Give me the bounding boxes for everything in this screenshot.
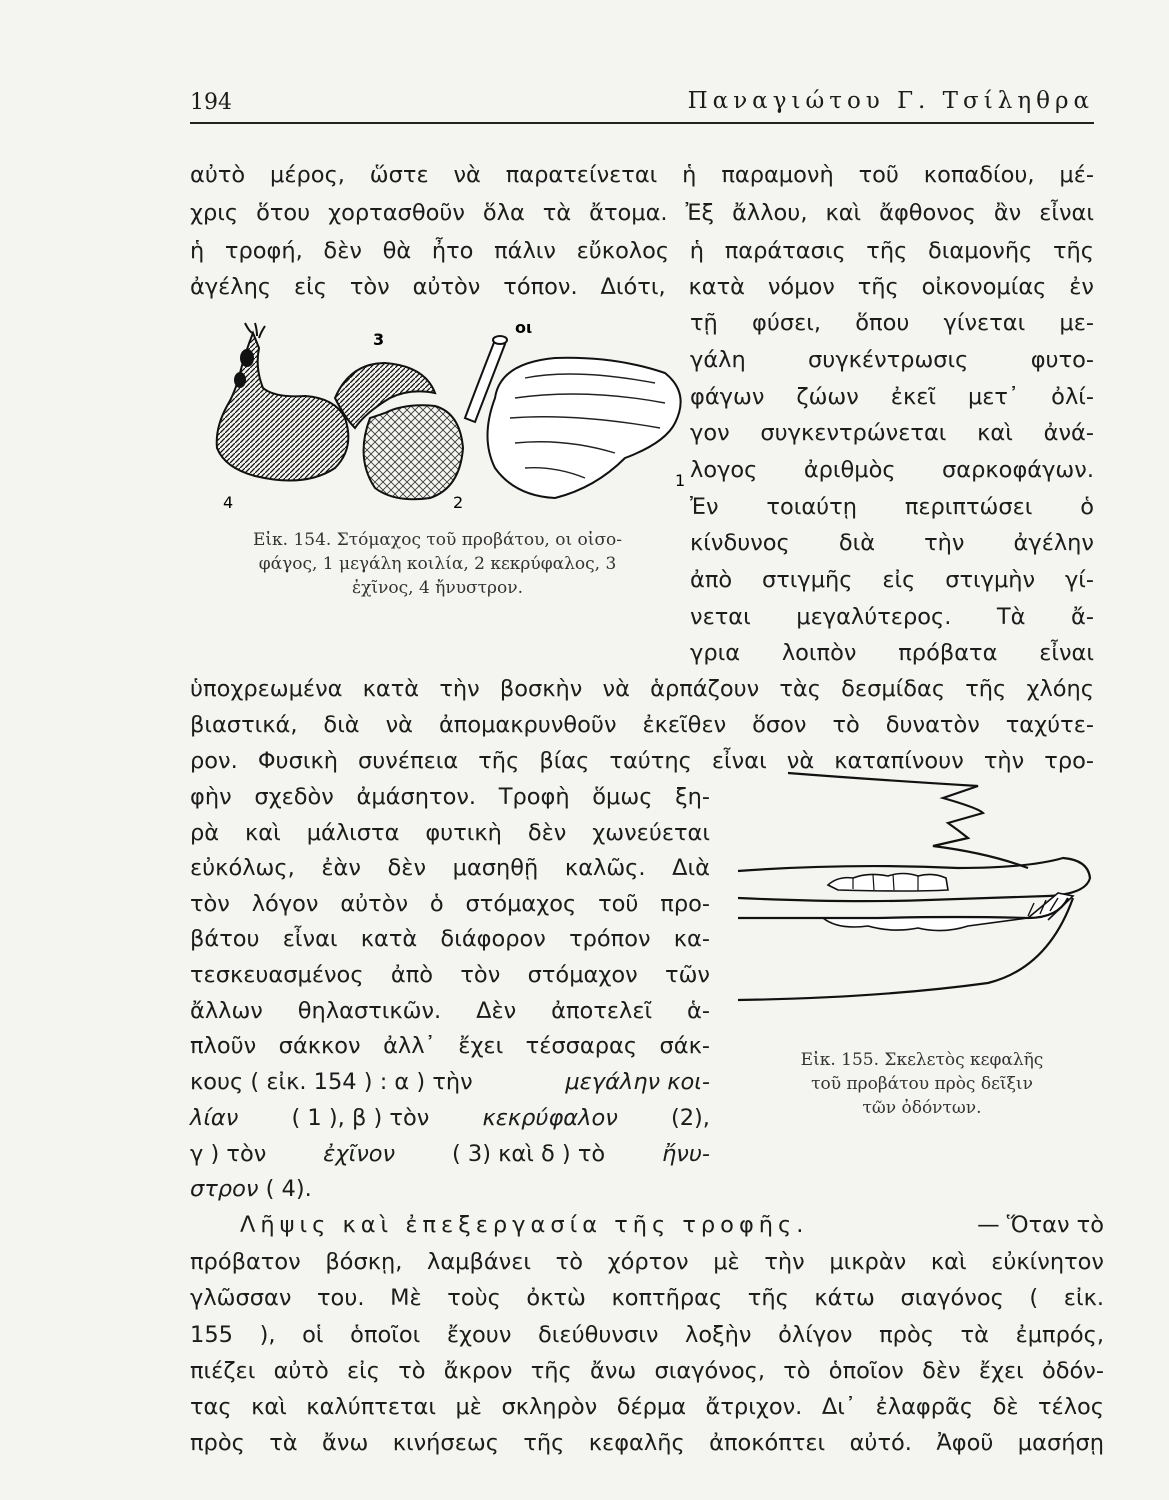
text-line: ἀγέλης εἰς τὸν αὐτὸν τόπον. Διότι, κατὰ νόμον τῆς οἰκονομίας ἐν [190, 274, 1094, 300]
text-line: τὸν λόγον αὐτὸν ὁ στόμαχος τοῦ προ- [190, 891, 710, 917]
caption-line: Εἰκ. 155. Σκελετὸς κεφαλῆς [800, 1050, 1044, 1070]
text-line: νεται μεγαλύτερος. Τὰ ἄ- [690, 604, 1094, 630]
reticulum-organ [364, 405, 463, 499]
text-line: πιέζει αὐτὸ εἰς τὸ ἄκρον τῆς ἄνω σιαγόνος, τὸ ὁποῖον δὲν ἔχει ὀδόν- [190, 1358, 1104, 1384]
text-line: ρὰ καὶ μάλιστα φυτικὴ δὲν χωνεύεται [190, 820, 710, 846]
text-span: ( 1 ), β ) τὸν [291, 1105, 430, 1131]
text-line: ρον. Φυσικὴ συνέπεια τῆς βίας ταύτης εἶναι νὰ καταπίνουν τὴν τρο- [190, 748, 1094, 774]
term-italic: ἤνυ- [662, 1141, 710, 1167]
text-line: κίνδυνος διὰ τὴν ἀγέλην [690, 530, 1094, 556]
text-line: χρις ὅτου χορτασθοῦν ὅλα τὰ ἄτομα. Ἐξ ἄλλου, καὶ ἄφθονος ἂν εἶναι [190, 200, 1094, 226]
term-italic: ἐχῖνον [323, 1141, 396, 1167]
text-line: ἡ τροφή, δὲν θὰ ἦτο πάλιν εὔκολος ἡ παράτασις τῆς διαμονῆς τῆς [190, 238, 1094, 264]
text-line: ἀπὸ στιγμῆς εἰς στιγμὴν γί- [690, 567, 1094, 593]
term-italic: στρον [190, 1176, 259, 1202]
text-span: — Ὅταν τὸ [977, 1212, 1104, 1238]
text-span: ( 4). [265, 1176, 312, 1202]
section-heading-line [240, 1210, 1104, 1240]
text-line: πρόβατον βόσκῃ, λαμβάνει τὸ χόρτον μὲ τὴν μικρὰν καὶ εὐκίνητον [190, 1249, 1104, 1275]
caption-line: φάγος, 1 μεγάλη κοιλία, 2 κεκρύφαλος, 3 [258, 554, 617, 574]
text-line: γον συγκεντρώνεται καὶ ἀνά- [690, 420, 1094, 446]
sheep-skull-illustration [728, 768, 1098, 1018]
text-line [190, 1174, 312, 1204]
text-line: τῇ φύσει, ὅπου γίνεται με- [690, 310, 1094, 336]
upper-teeth [828, 874, 948, 892]
caption-line: ἐχῖνος, 4 ἤνυστρον. [351, 578, 524, 598]
text-line: 155 ), οἱ ὁποῖοι ἔχουν διεύθυνσιν λοξὴν ὀλίγον πρὸς τὰ ἐμπρός, [190, 1322, 1104, 1348]
text-line: γλῶσσαν του. Μὲ τοὺς ὀκτὼ κοπτῆρας τῆς κάτω σιαγόνος ( εἰκ. [190, 1285, 1104, 1311]
text-line: τεσκευασμένος ἀπὸ τὸν στόμαχον τῶν [190, 962, 710, 988]
text-line [190, 1139, 710, 1169]
text-line: βιαστικά, διὰ νὰ ἀπομακρυνθοῦν ἐκεῖθεν ὅσον τὸ δυνατὸν ταχύτε- [190, 712, 1094, 738]
caption-line: Εἰκ. 154. Στόμαχος τοῦ προβάτου, οι οἰσο- [252, 530, 623, 550]
text-span: γ ) τὸν [190, 1141, 267, 1167]
text-line: αὐτὸ μέρος, ὥστε νὰ παρατείνεται ἡ παραμονὴ τοῦ κοπαδίου, μέ- [190, 162, 1094, 188]
text-line: Ἐν τοιαύτῃ περιπτώσει ὁ [690, 494, 1094, 520]
page-number: 194 [190, 90, 232, 115]
header-rule [190, 122, 1094, 124]
text-line: φάγων ζώων ἐκεῖ μετ᾽ ὀλί- [690, 384, 1094, 410]
caption-line: τῶν ὀδόντων. [862, 1098, 982, 1118]
text-line: εὐκόλως, ἐὰν δὲν μασηθῇ καλῶς. Διὰ [190, 855, 710, 881]
text-line: βάτου εἶναι κατὰ διάφορον τρόπον κα- [190, 926, 710, 952]
text-line: γάλη συγκέντρωσις φυτο- [690, 347, 1094, 373]
text-line: τας καὶ καλύπτεται μὲ σκληρὸν δέρμα ἄτριχον. Δι᾽ ἐλαφρᾶς δὲ τέλος [190, 1394, 1104, 1420]
text-line: ὑποχρεωμένα κατὰ τὴν βοσκὴν νὰ ἁρπάζουν τὰς δεσμίδας τῆς χλόης [190, 676, 1094, 702]
text-span: κους ( εἰκ. 154 ) : α ) τὴν [190, 1069, 473, 1095]
running-title: Παναγιώτου Γ. Τσίληθρα [687, 88, 1094, 114]
intestine-chain [217, 333, 349, 481]
text-line [190, 1067, 710, 1097]
section-heading: Λῆψις καὶ ἐπεξεργασία τῆς τροφῆς. [240, 1212, 809, 1238]
figure-154-caption [195, 528, 680, 600]
figure-label: 4 [223, 493, 234, 512]
term-italic: κεκρύφαλον [482, 1105, 618, 1131]
text-line: πλοῦν σάκκον ἀλλ᾽ ἔχει τέσσαρας σάκ- [190, 1033, 710, 1059]
stomach-illustration [195, 318, 690, 523]
figure-label: 2 [453, 493, 464, 512]
text-line: ἄλλων θηλαστικῶν. Δὲν ἀποτελεῖ ἁ- [190, 998, 710, 1024]
text-span: (2), [670, 1105, 710, 1131]
term-italic: μεγάλην κοι- [565, 1069, 710, 1095]
figure-155-caption [742, 1048, 1102, 1120]
text-line: πρὸς τὰ ἄνω κινήσεως τῆς κεφαλῆς ἀποκόπτει αὐτό. Ἀφοῦ μασήσῃ [190, 1430, 1104, 1456]
text-line: λογος ἀριθμὸς σαρκοφάγων. [690, 457, 1094, 483]
figure-label: 1 [675, 471, 686, 490]
running-header [190, 84, 1094, 124]
caption-line: τοῦ προβάτου πρὸς δεῖξιν [811, 1074, 1033, 1094]
figure-label: οι [515, 318, 533, 337]
term-italic: λίαν [190, 1105, 239, 1131]
text-line: γρια λοιπὸν πρόβατα εἶναι [690, 640, 1094, 666]
figure-label: 3 [373, 330, 385, 349]
text-line [190, 1103, 710, 1133]
text-span: ( 3) καὶ δ ) τὸ [451, 1141, 606, 1167]
text-line: φὴν σχεδὸν ἀμάσητον. Τροφὴ ὅμως ξη- [190, 784, 710, 810]
